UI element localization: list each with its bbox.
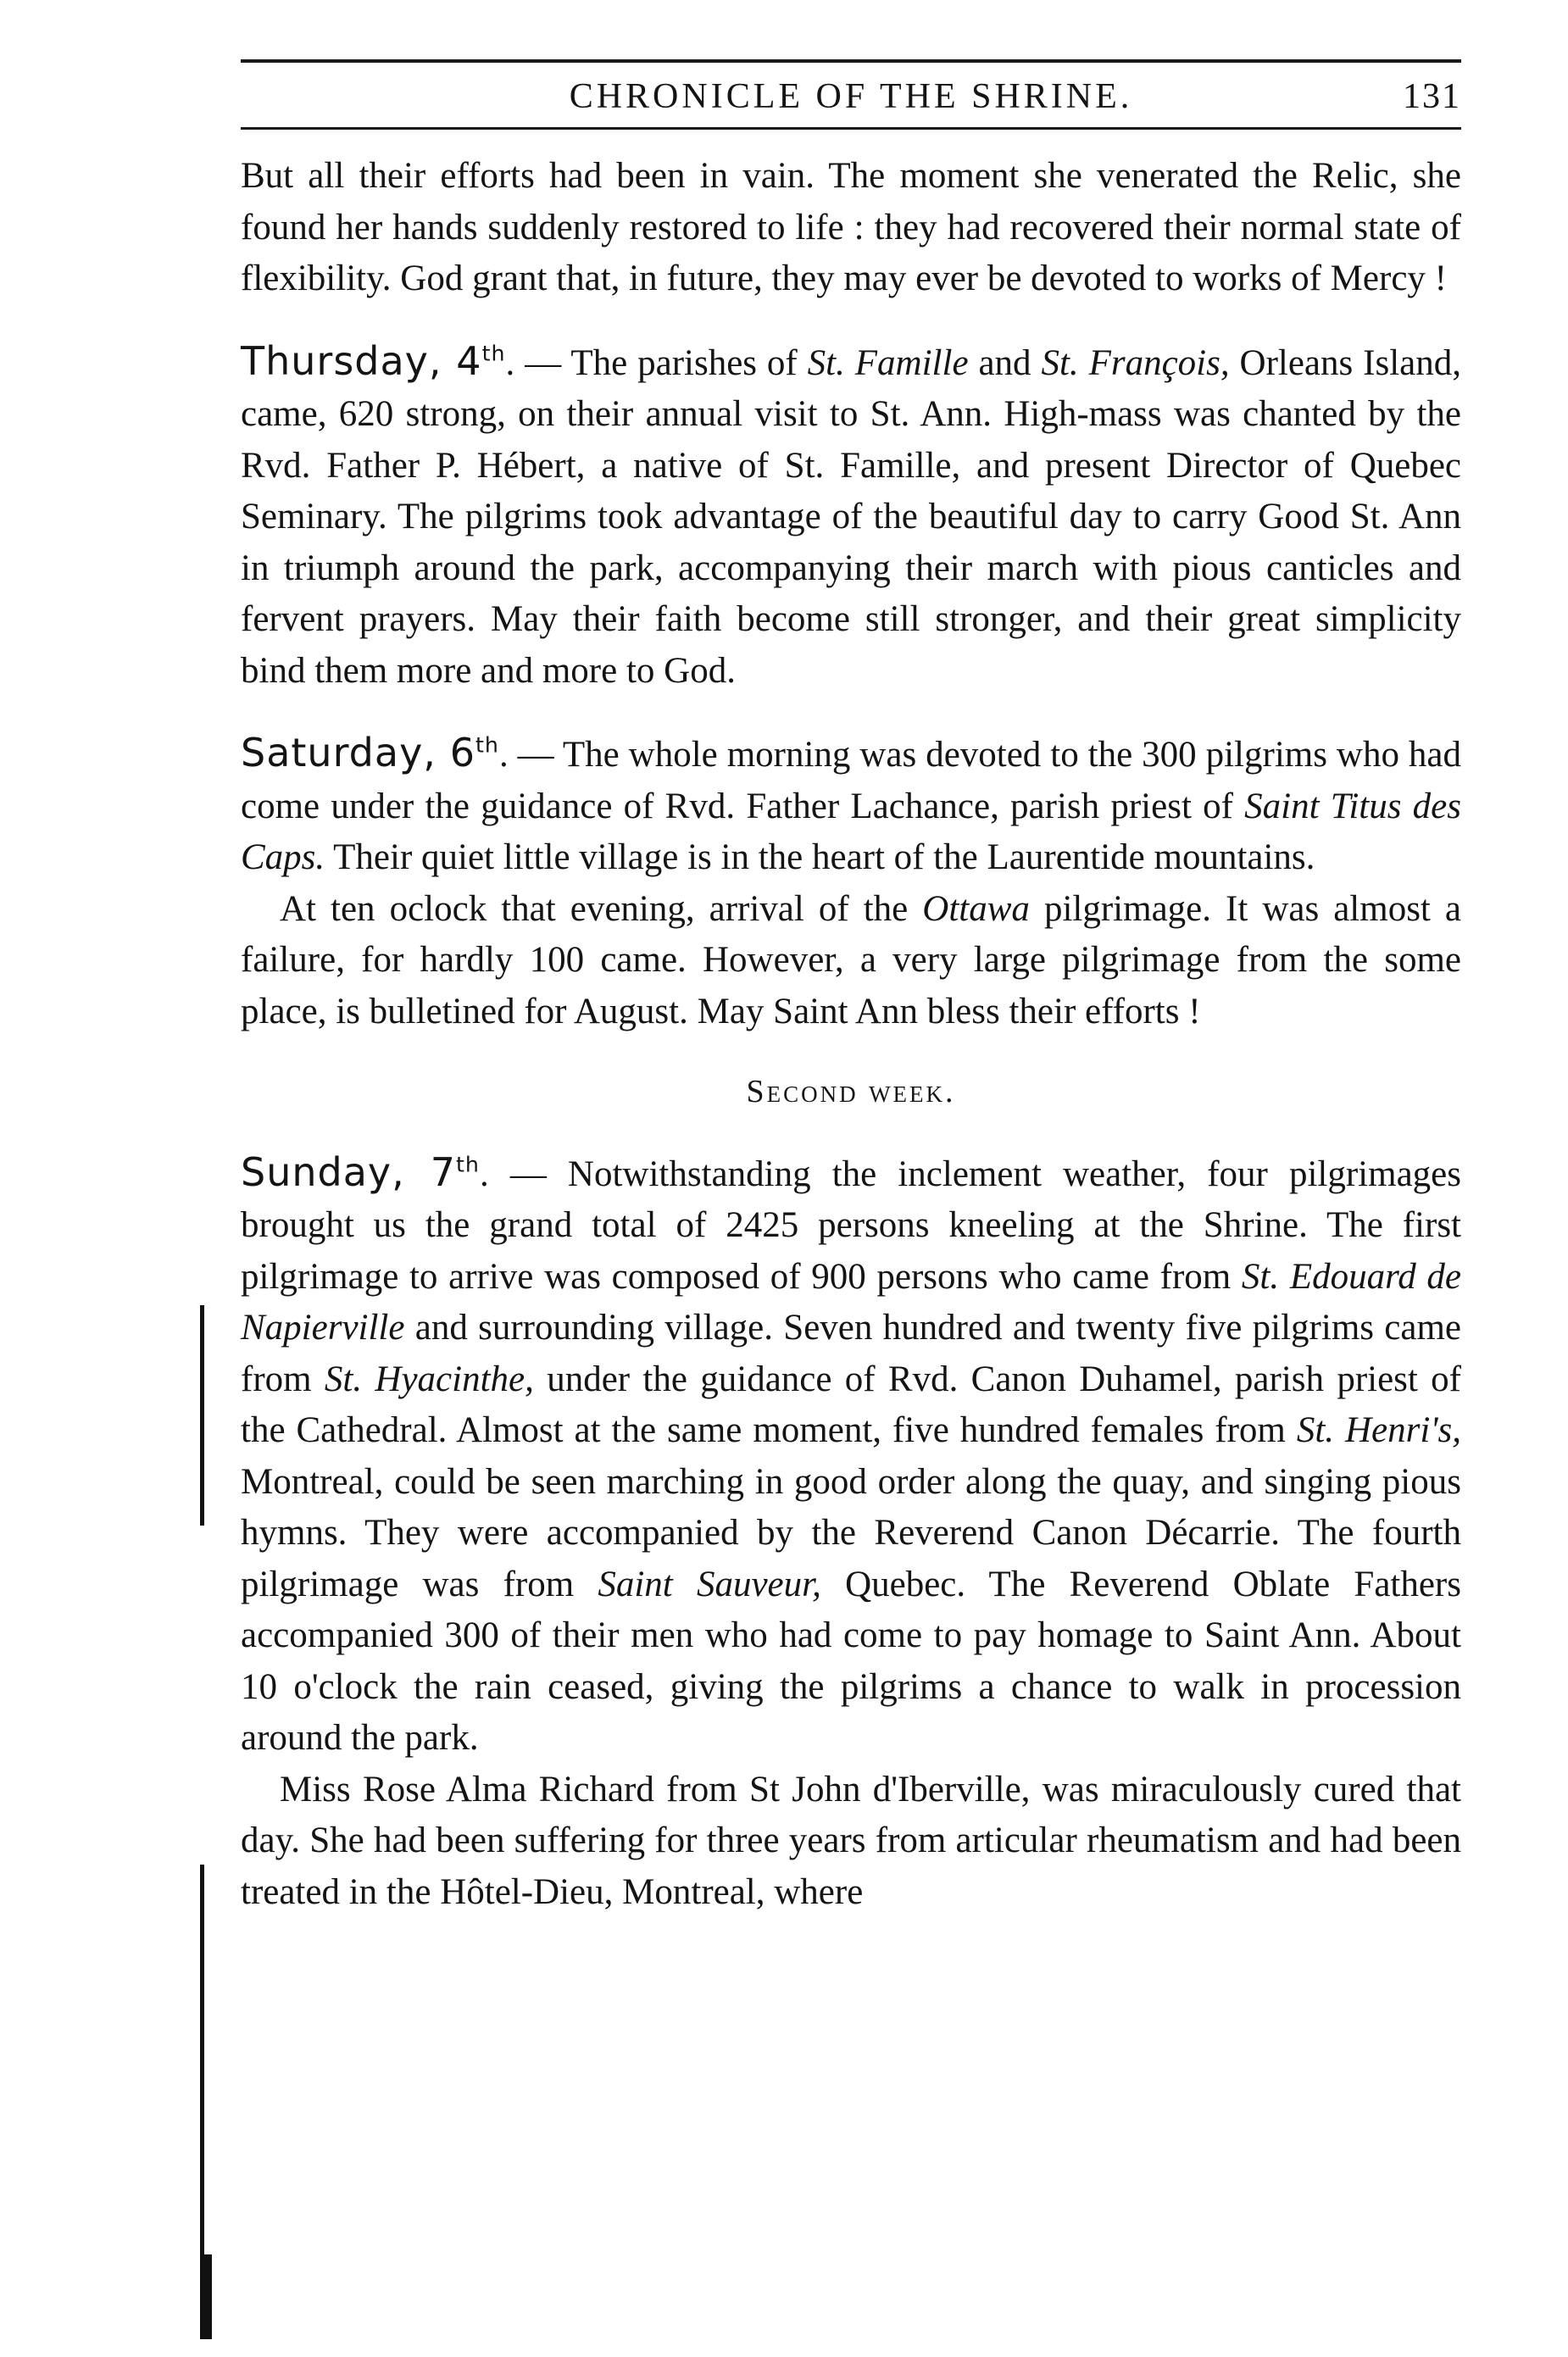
place-name: St. Edouard de Napierville bbox=[241, 1256, 1462, 1348]
place-name: Ottawa bbox=[922, 888, 1030, 929]
date-heading-saturday: Saturday, 6th bbox=[241, 730, 499, 775]
scan-edge-mark bbox=[204, 2254, 212, 2339]
page-text bbox=[241, 151, 1461, 1918]
paragraph-relic: But all their efforts had been in vain. The moment she venerated the Relic, she found her hands suddenly restored to life : they had recovered their normal state of flexibility. God grant that, in future, they may ever be devoted to works of Mercy ! bbox=[241, 156, 1461, 298]
place-name: Saint Titus des Caps. bbox=[241, 786, 1461, 877]
section-heading: Second week. bbox=[746, 1074, 956, 1109]
paragraph-sunday: Sunday, 7th. — Notwithstanding the inclement weather, four pilgrimages brought us the grand total of 2425 persons kneeling at the Shrine. The first pilgrimage to arrive was composed of 900 persons who came from St. Edouard de Napierville and surrounding village. Seven hundred and twenty five pilgrims came from St. Hyacinthe, under the guidance of Rvd. Canon Duhamel, parish priest of the Cathedral. Almost at the same moment, five hundred females from St. Henri's, Montreal, could be seen marching in good order along the quay, and singing pious hymns. They were accompanied by the Reverend Canon Décarrie. The fourth pilgrimage was from Saint Sauveur, Quebec. The Reverend Oblate Fathers accompanied 300 of their men who had come to pay homage to Saint Ann. About 10 o'clock the rain ceased, giving the pilgrims a chance to walk in procession around the park. bbox=[241, 1148, 1462, 1758]
paragraph-miracle: Miss Rose Alma Richard from St John d'Iberville, was miraculously cured that day. She had been suffering for three years from articular rheumatism and had been treated in the Hôtel-Dieu, Montreal, where bbox=[241, 1769, 1461, 1912]
paragraph-thursday: Thursday, 4th. — The parishes of St. Famille and St. François, Orleans Island, came, 620 strong, on their annual visit to St. Ann. High-mass was chanted by the Rvd. Father P. Hébert, a native of St. Famille, and present Director of Quebec Seminary. The pilgrims took advantage of the beautiful day to carry Good St. Ann in triumph around the park, accompanying their march with pious canticles and fervent prayers. May their faith become still stronger, and their great simplicity bind them more and more to God. bbox=[241, 337, 1461, 691]
scan-edge-mark bbox=[200, 1305, 204, 1526]
place-name: St. Famille bbox=[807, 342, 969, 383]
running-title: CHRONICLE OF THE SHRINE. bbox=[569, 77, 1133, 116]
date-heading-thursday: Thursday, 4th bbox=[241, 337, 506, 384]
place-name: St. Hyacinthe, bbox=[324, 1359, 534, 1399]
place-name: Saint Sauveur, bbox=[598, 1564, 821, 1604]
running-head bbox=[241, 71, 1461, 122]
paragraph-ottawa: At ten oclock that evening, arrival of the Ottawa pilgrimage. It was almost a failure, for hardly 100 came. However, a very large pilgrimage from the some place, is bulletined for August. May Saint Ann bless their efforts ! bbox=[241, 888, 1461, 1031]
date-heading-sunday: Sunday, 7th bbox=[241, 1148, 480, 1195]
page-number: 131 bbox=[1403, 77, 1461, 116]
paragraph-saturday: Saturday, 6th. — The whole morning was devoted to the 300 pilgrims who had come under the guidance of Rvd. Father Lachance, parish priest of Saint Titus des Caps. Their quiet little village is in the heart of the Laurentide mountains. bbox=[241, 730, 1461, 877]
header-top-rule bbox=[241, 59, 1461, 63]
place-name: St. François, bbox=[1041, 342, 1230, 383]
header-bottom-rule bbox=[241, 127, 1461, 130]
place-name: St. Henri's, bbox=[1296, 1410, 1461, 1450]
